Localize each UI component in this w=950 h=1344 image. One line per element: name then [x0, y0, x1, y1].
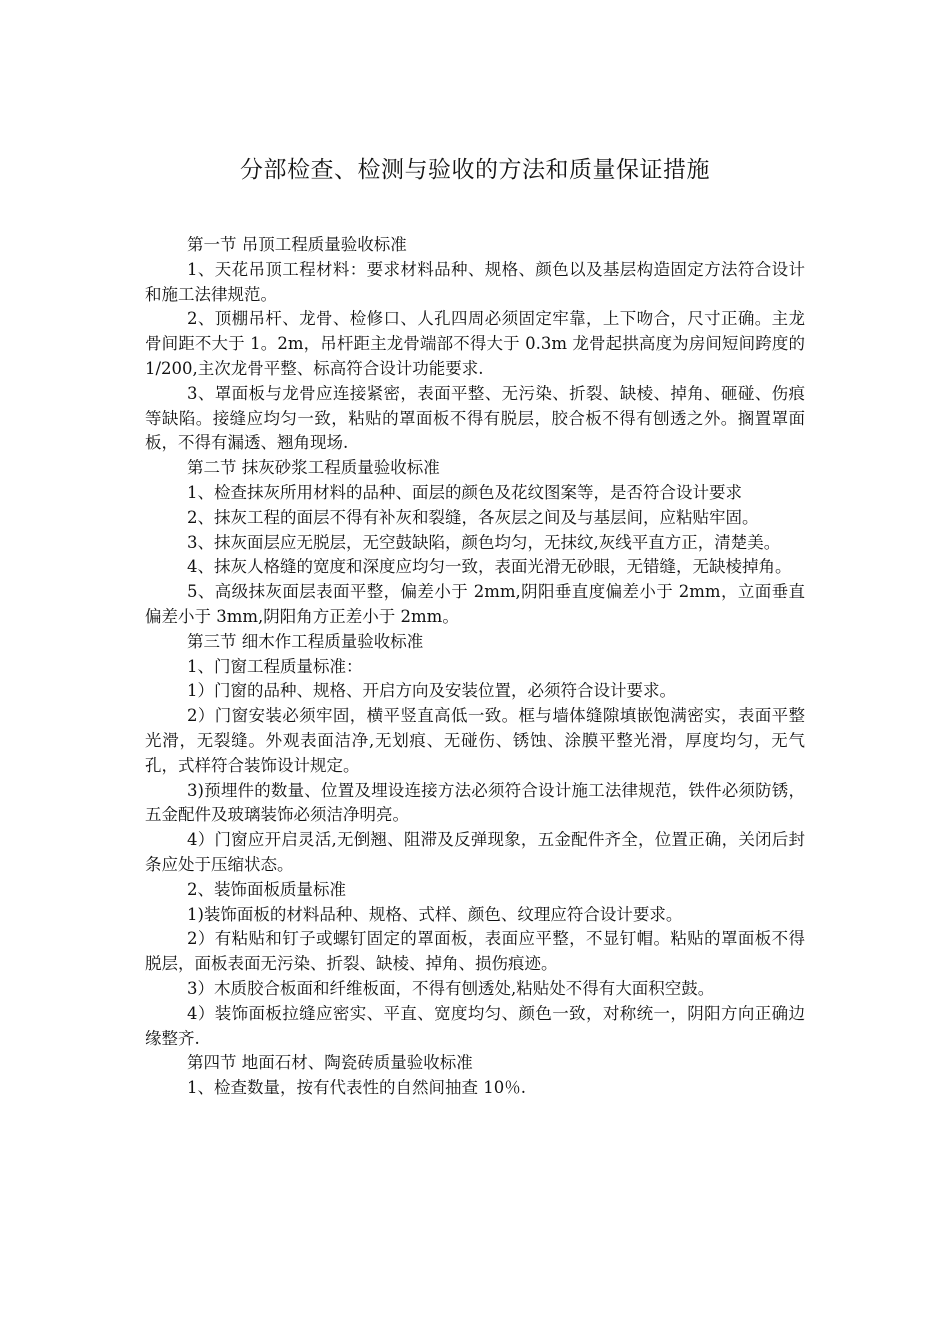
paragraph: 2）门窗安装必须牢固，横平竖直高低一致。框与墙体缝隙填嵌饱满密实，表面平整光滑，无裂缝。外观表面洁净,无划痕、无碰伤、锈蚀、涂膜平整光滑，厚度均匀，无气孔，式样符合装饰设计规定。	[145, 706, 805, 775]
paragraph: 4、抹灰人格缝的宽度和深度应均匀一致，表面光滑无砂眼，无错缝，无缺棱掉角。	[187, 557, 792, 577]
paragraph: 4）门窗应开启灵活,无倒翘、阻滞及反弹现象，五金配件齐全，位置正确，关闭后封条应处于压缩状态。	[145, 830, 805, 874]
paragraph: 1、检查数量，按有代表性的自然间抽查 10％.	[187, 1078, 526, 1098]
paragraph: 4）装饰面板拉缝应密实、平直、宽度均匀、颜色一致，对称统一，阴阳方向正确边缘整齐.	[145, 1003, 805, 1048]
paragraph: 3)预埋件的数量、位置及埋设连接方法必须符合设计施工法律规范，铁件必须防锈，五金配件及玻璃装饰必须洁净明亮。	[145, 780, 805, 825]
paragraph: 1、检查抹灰所用材料的品种、面层的颜色及花纹图案等，是否符合设计要求	[187, 482, 742, 502]
paragraph: 2、装饰面板质量标准	[187, 879, 346, 899]
paragraph: 1、天花吊顶工程材料：要求材料品种、规格、颜色以及基层构造固定方法符合设计和施工法律规范。	[145, 259, 805, 304]
document-title: 分部检查、检测与验收的方法和质量保证措施	[240, 157, 710, 183]
paragraph: 3、罩面板与龙骨应连接紧密，表面平整、无污染、折裂、缺棱、掉角、砸碰、伤痕等缺陷。接缝应均匀一致，粘贴的罩面板不得有脱层，胶合板不得有刨透之外。搁置罩面板，不得有漏透、翘角现场.	[145, 383, 805, 453]
paragraph: 1)装饰面板的材料品种、规格、式样、颜色、纹理应符合设计要求。	[187, 904, 683, 924]
section-heading-3: 第三节 细木作工程质量验收标准	[187, 631, 424, 651]
paragraph: 5、高级抹灰面层表面平整，偏差小于 2mm,阴阳垂直度偏差小于 2mm，立面垂直偏差小于 3mm,阴阳角方正差小于 2mm。	[145, 582, 805, 626]
paragraph: 1、门窗工程质量标准：	[187, 656, 363, 676]
paragraph: 1）门窗的品种、规格、开启方向及安装位置，必须符合设计要求。	[187, 681, 676, 701]
paragraph: 2）有粘贴和钉子或螺钉固定的罩面板，表面应平整，不显钉帽。粘贴的罩面板不得脱层，面板表面无污染、折裂、缺棱、掉角、损伤痕迹。	[145, 929, 805, 974]
document-body	[145, 233, 805, 1101]
section-heading-4: 第四节 地面石材、陶瓷砖质量验收标准	[187, 1053, 473, 1073]
paragraph: 2、抹灰工程的面层不得有补灰和裂缝，各灰层之间及与基层间，应粘贴牢固。	[187, 507, 759, 527]
paragraph: 3）木质胶合板面和纤维板面，不得有刨透处,粘贴处不得有大面积空鼓。	[187, 978, 715, 998]
section-heading-1: 第一节 吊顶工程质量验收标准	[187, 235, 407, 254]
section-heading-2: 第二节 抹灰砂浆工程质量验收标准	[187, 458, 440, 478]
paragraph: 2、顶棚吊杆、龙骨、检修口、人孔四周必须固定牢靠，上下吻合，尺寸正确。主龙骨间距不大于 1。2m，吊杆距主龙骨端部不得大于 0.3m 龙骨起拱高度为房间短间跨度的 1/200,主次龙骨平整、标高符合设计功能要求.	[145, 309, 805, 378]
paragraph: 3、抹灰面层应无脱层，无空鼓缺陷，颜色均匀，无抹纹,灰线平直方正，清楚美。	[187, 532, 781, 552]
